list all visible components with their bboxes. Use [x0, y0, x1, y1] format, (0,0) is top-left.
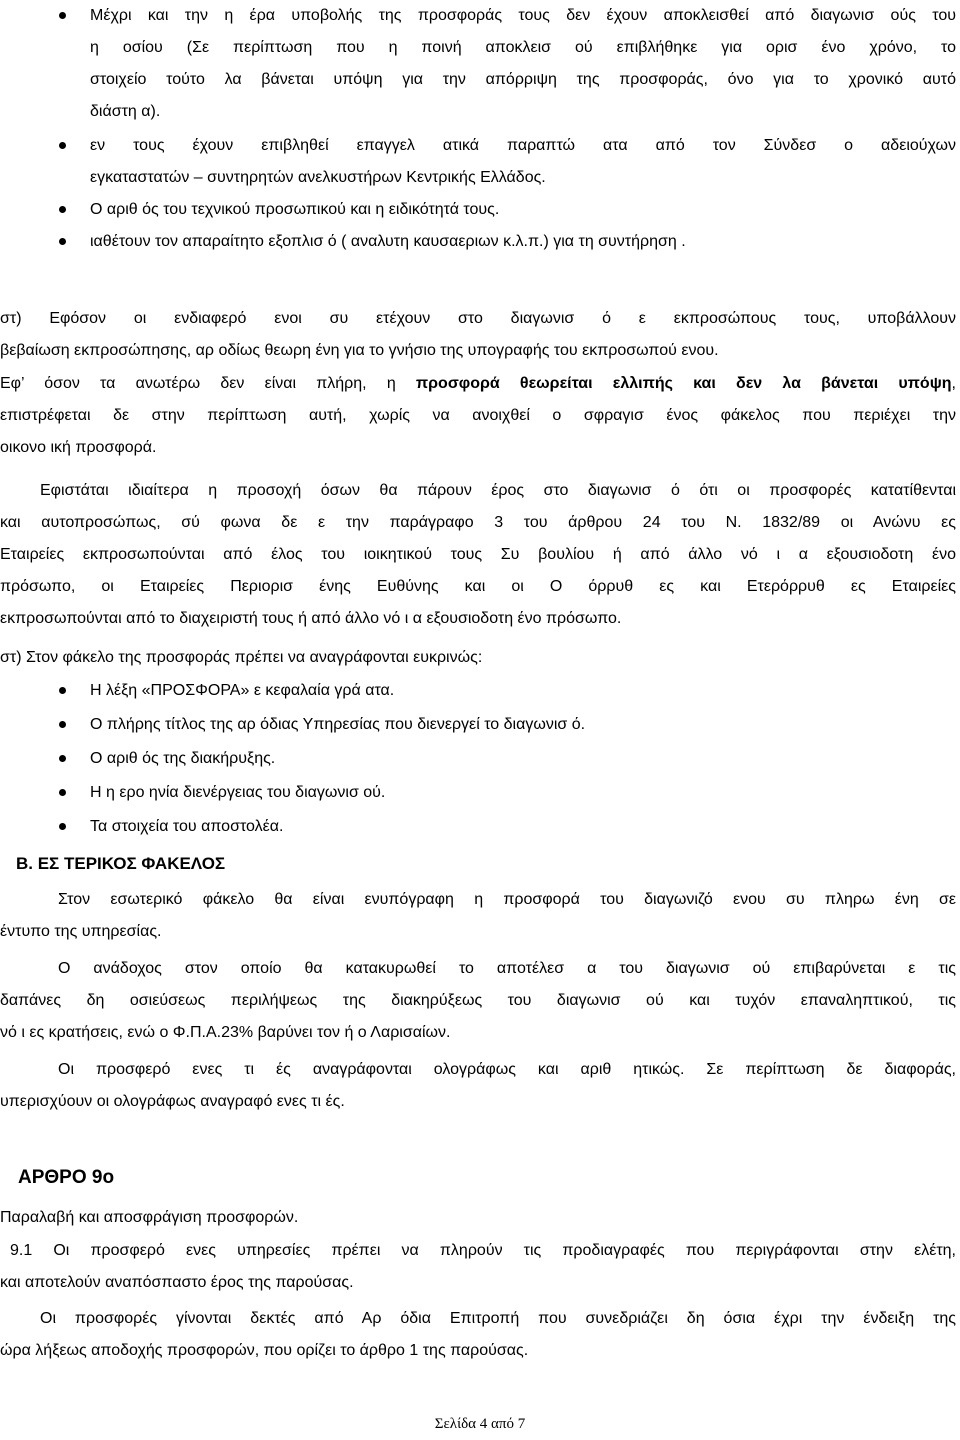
- text-line: Εταιρείες εκπροσωπούνται από έλος του ιοικητικού τους Συ βουλίου ή από άλλο νό ι α εξουσιοδοτη ένο: [0, 546, 956, 563]
- section-heading: Β. ΕΣ ΤΕΡΙΚΟΣ ΦΑΚΕΛΟΣ: [16, 854, 226, 873]
- incomplete-offer-paragraph: [0, 368, 956, 464]
- list-item: [0, 0, 956, 128]
- incomplete-bold: προσφορά θεωρείται ελλιπής και δεν λα βάνεται υπόψη: [415, 375, 952, 392]
- text-line: [0, 368, 956, 400]
- bullet-icon: [59, 142, 66, 149]
- text-line: διάστη α).: [90, 103, 161, 120]
- text-line: νό ι ες κρατήσεις, ενώ ο Φ.Π.Α.23% βαρύνει τον ή ο Λαρισαίων.: [0, 1024, 451, 1041]
- text-line: στ) Εφόσον οι ενδιαφερό ενοι συ ετέχουν στο διαγωνισ ό ε εκπροσώπους τους, υποβάλλουν: [0, 310, 956, 327]
- bullet-icon: [59, 206, 66, 213]
- inner-envelope-paragraph: [0, 884, 956, 948]
- bullet-icon: [59, 789, 66, 796]
- text-line: δαπάνες δη οσιεύσεως περιλήψεως της διακηρύξεως του διαγωνισ ού και τυχόν επαναληπτικού, τις: [0, 992, 956, 1009]
- text-line: Η λέξη «ΠΡΟΣΦΟΡΑ» ε κεφαλαία γρά ατα.: [90, 682, 395, 699]
- paragraph-9-1: [0, 1235, 956, 1299]
- text-line: Οι προσφερό ενες τι ές αναγράφονται ολογράφως και αριθ ητικώς. Σε περίπτωση δε διαφοράς,: [58, 1061, 956, 1078]
- list-item: [0, 811, 956, 843]
- list-item: [0, 675, 956, 707]
- bullet-icon: [59, 721, 66, 728]
- list-item: [0, 130, 956, 194]
- incomplete-tail: ,: [951, 375, 956, 392]
- article-heading: [18, 1162, 958, 1194]
- representation-paragraph: [0, 303, 956, 367]
- bullet-icon: [59, 755, 66, 762]
- text-line: ιαθέτουν τον απαραίτητο εξοπλισ ό ( αναλυτη καυσαεριων κ.λ.π.) για τη συντήρηση .: [90, 233, 686, 250]
- incomplete-lead: Εφ’ όσον τα ανωτέρω δεν είναι πλήρη, η: [0, 375, 416, 392]
- text-line: εγκαταστατών – συντηρητών ανελκυστήρων Κεντρικής Ελλάδος.: [90, 169, 546, 186]
- text-line: Οι προσφορές γίνονται δεκτές από Αρ όδια Επιτροπή που συνεδριάζει δη όσια έχρι την ένδειξη της: [40, 1310, 956, 1327]
- list-item: [0, 777, 956, 809]
- text-line: πρόσωπο, οι Εταιρείες Περιορισ ένης Ευθύνης και οι Ο όρρυθ ες και Ετερόρρυθ ες Εταιρείες: [0, 578, 956, 595]
- prices-paragraph: [0, 1054, 956, 1118]
- text-line: 9.1 Οι προσφερό ενες υπηρεσίες πρέπει να πληρούν τις προδιαγραφές που περιγράφονται στην ελέτη,: [10, 1242, 956, 1259]
- list-item: [0, 709, 956, 741]
- list-item: [0, 226, 956, 258]
- contractor-paragraph: [0, 953, 956, 1049]
- text-line: έντυπο της υπηρεσίας.: [0, 923, 162, 940]
- article-title: ΑΡΘΡΟ 9ο: [18, 1167, 115, 1188]
- text-line: Ο αριθ ός της διακήρυξης.: [90, 750, 276, 767]
- text-line: και αποτελούν αναπόσπαστο έρος της παρούσας.: [0, 1274, 354, 1291]
- eligibility-bullet-list: [0, 0, 956, 258]
- list-item: [0, 743, 956, 775]
- bullet-icon: [59, 12, 66, 19]
- bullet-icon: [59, 238, 66, 245]
- text-line: Ο ανάδοχος στον οποίο θα κατακυρωθεί το αποτέλεσ α του διαγωνισ ού επιβαρύνεται ε τις: [58, 960, 956, 977]
- inner-envelope-heading: [16, 848, 956, 880]
- text-line: η οσίου (Σε περίπτωση που η ποινή αποκλεισ ού επιβλήθηκε για ορισ ένο χρόνο, το: [90, 39, 956, 56]
- text-line: στ) Στον φάκελο της προσφοράς πρέπει να αναγράφονται ευκρινώς:: [0, 649, 483, 666]
- text-line: και αυτοπροσώπως, σύ φωνα δε ε την παράγραφο 3 του άρθρου 24 του Ν. 1832/89 οι Ανώνυ ες: [0, 514, 956, 531]
- envelope-bullet-list: [0, 675, 956, 843]
- text-line: στοιχείο τούτο λα βάνεται υπόψη για την απόρριψη της προσφοράς, όνο για το χρονικό αυτό: [90, 71, 956, 88]
- text-line: Ο αριθ ός του τεχνικού προσωπικού και η ειδικότητά τους.: [90, 201, 500, 218]
- text-line: εν τους έχουν επιβληθεί επαγγελ ατικά παραπτώ ατα από τον Σύνδεσ ο αδειούχων: [90, 137, 956, 154]
- text-line: Τα στοιχεία του αποστολέα.: [90, 818, 284, 835]
- text-line: ώρα λήξεως αποδοχής προσφορών, που ορίζει το άρθρο 1 της παρούσας.: [0, 1342, 529, 1359]
- article-subtitle: Παραλαβή και αποσφράγιση προσφορών.: [0, 1209, 299, 1226]
- list-item: [0, 194, 956, 226]
- text-line: οικονο ική προσφορά.: [0, 439, 157, 456]
- text-line: εκπροσωπούνται από το διαχειριστή τους ή από άλλο νό ι α εξουσιοδοτη ένο πρόσωπο.: [0, 610, 622, 627]
- text-line: Ο πλήρης τίτλος της αρ όδιας Υπηρεσίας που διενεργεί το διαγωνισ ό.: [90, 716, 586, 733]
- bullet-icon: [59, 687, 66, 694]
- text-line: Μέχρι και την η έρα υποβολής της προσφοράς τους δεν έχουν αποκλεισθεί από διαγωνισ ούς του: [90, 7, 956, 24]
- text-line: επιστρέφεται δε στην περίπτωση αυτή, χωρίς να ανοιχθεί ο σφραγισ ένος φάκελος που περιέχει την: [0, 407, 956, 424]
- text-line: Στον εσωτερικό φάκελο θα είναι ενυπόγραφη η προσφορά του διαγωνιζό ενου συ πληρω ένη σε: [58, 891, 956, 908]
- attention-paragraph: [0, 475, 956, 635]
- bullet-icon: [59, 823, 66, 830]
- text-line: βεβαίωση εκπροσώπησης, αρ οδίως θεωρη ένη για το γνήσιο της υπογραφής του εκπροσωπού ενου.: [0, 342, 719, 359]
- text-line: Η η ερο ηνία διενέργειας του διαγωνισ ού.: [90, 784, 386, 801]
- text-line: υπερισχύουν οι ολογράφως αναγραφό ενες τι ές.: [0, 1093, 345, 1110]
- text-line: Εφιστάται ιδιαίτερα η προσοχή όσων θα πάρουν έρος στο διαγωνισ ό ότι οι προσφορές κατατίθενται: [40, 482, 956, 499]
- envelope-intro: [0, 642, 940, 674]
- page-footer: Σελίδα 4 από 7: [434, 1416, 526, 1432]
- article-subtitle-block: [0, 1202, 940, 1234]
- acceptance-paragraph: [0, 1303, 956, 1367]
